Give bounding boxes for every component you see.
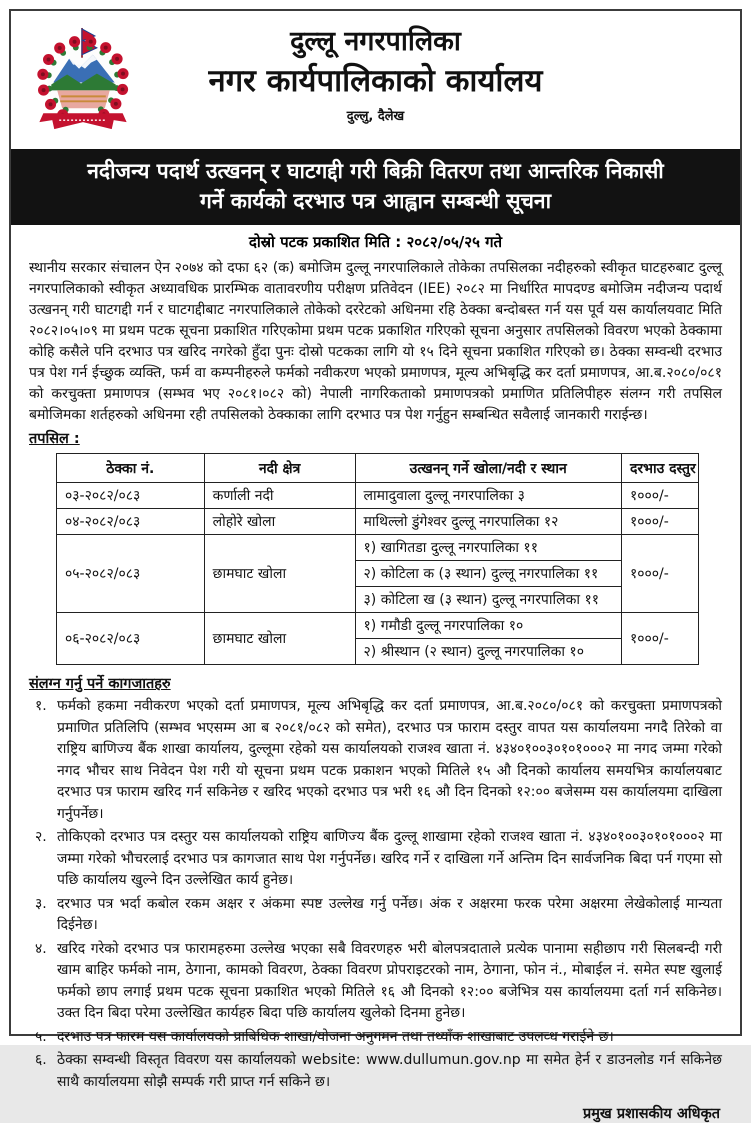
location-cell: लामादुवाला दुल्लू नगरपालिका ३ bbox=[355, 483, 621, 509]
list-item-number: ४. bbox=[35, 940, 47, 957]
list-item-text: खरिद गरेको दरभाउ पत्र फारामहरुमा उल्लेख भएका सबै विवरणहरु भरी बोलपत्रदाताले प्रत्येक पानामा सहीछाप गरी सिलबन्दी गरी खाम बाहिर फर्मको नाम, ठेगाना, कामको विवरण, ठेक्का विवरण प्रोपराइटरको नाम, ठेगाना, फोन नं., मोबाईल नं. समेत स्पष्ट खुलाई फर्मको छाप लगाई प्रथम पटक सूचना प्रकाशित भएको मितिले १६ औ दिनको १२:०० बजेभित्र यस कार्यालयमा दर्ता गर्न सकिनेछ। उक्त दिन बिदा परेमा उल्लेखित कार्यहरु बिदा पछि कार्यालय खुलेको दिनमा हुनेछ। bbox=[57, 940, 722, 1021]
documents-list bbox=[11, 695, 740, 1093]
location-cell: माथिल्लो डुंगेश्वर दुल्लू नगरपालिका १२ bbox=[355, 509, 621, 535]
document-list-item bbox=[35, 696, 722, 825]
contract-no-cell: ०३-२०८२/०८३ bbox=[57, 483, 205, 509]
document-list-item bbox=[35, 1050, 722, 1093]
list-item-text: दरभाउ पत्र फारम यस कार्यालयको प्राबिधिक शाखा/योजना अनुगमन तथा तथ्याँक शाखाबाट उपलव्ध गराईने छ। bbox=[57, 1028, 614, 1045]
list-item-text: फर्मको हकमा नवीकरण भएको दर्ता प्रमाणपत्र, मूल्य अभिबृद्धि कर दर्ता प्रमाणपत्र, आ.ब.२०८०/०८१ को करचुक्ता प्रमाणपत्रको प्रमाणित प्रतिलिपि (सम्भव भएसम्म आ ब २०८१/०८२ को समेत), दरभाउ पत्र फाराम दस्तुर वापत यस कार्यालयमा नगदै तिरेको वा राष्ट्रिय बाणिज्य बैंक शाखा कार्यालय, दुल्लूमा रहेको यस कार्यालयको राजश्व खाता नं. ४३४०१००३०१०१०००२ मा नगद जम्मा गरेको नगद भौचर साथ निवेदन पेश गरी यो सूचना प्रथम पटक प्रकाशन भएको मितिले १५ औ दिनको कार्यालय समयभित्र कार्यालयबाट दरभाउ पत्र फाराम खरिद गर्न सकिनेछ र खरिद भएको दरभाउ पत्र भरी १६ औ दिन दिनको १२:०० बजेसम्म यस कार्यालयमा दाखिला गर्नुपर्नेछ। bbox=[57, 698, 722, 822]
table-row bbox=[57, 613, 699, 639]
contracts-table bbox=[56, 453, 699, 665]
document-list-item bbox=[35, 1027, 722, 1049]
list-item-number: १. bbox=[35, 698, 47, 714]
tapasil-label: तपसिल : bbox=[29, 431, 80, 447]
location-cell: २) श्रीस्थान (२ स्थान) दुल्लू नगरपालिका १० bbox=[355, 639, 621, 665]
contract-no-cell: ०४-२०८२/०८३ bbox=[57, 509, 205, 535]
document-list-item bbox=[35, 939, 722, 1025]
notice-title-line2: गर्ने कार्यको दरभाउ पत्र आह्वान सम्बन्धी सूचना bbox=[199, 189, 552, 213]
signature-title: प्रमुख प्रशासकीय अधिकृत bbox=[583, 1106, 720, 1122]
river-area-cell: छामघाट खोला bbox=[204, 613, 355, 665]
fee-cell: १०००/- bbox=[621, 535, 698, 613]
river-area-cell: कर्णाली नदी bbox=[204, 483, 355, 509]
fee-cell: १०००/- bbox=[621, 509, 698, 535]
notice-title-banner bbox=[11, 149, 740, 225]
notice-title-line1: नदीजन्य पदार्थ उत्खनन् र घाटगद्दी गरी बिक्री वितरण तथा आन्तरिक निकासी bbox=[87, 159, 664, 183]
list-item-number: ३. bbox=[35, 895, 47, 912]
table-row bbox=[57, 483, 699, 509]
river-area-cell: लोहोरे खोला bbox=[204, 509, 355, 535]
contract-no-cell: ०५-२०८२/०८३ bbox=[57, 535, 205, 613]
nepal-government-emblem-icon bbox=[33, 25, 133, 137]
list-item-number: ६. bbox=[35, 1052, 47, 1068]
publication-date: दोस्रो पटक प्रकाशित मिति : २०८२/०५/२५ गते bbox=[248, 233, 503, 251]
letterhead bbox=[11, 11, 740, 139]
list-item-text: दरभाउ पत्र भर्दा कबोल रकम अक्षर र अंकमा स्पष्ट उल्लेख गर्नु पर्नेछ। अंक र अक्षरमा फरक परेमा अक्षरमा लेखेकोलाई मान्यता दिईनेछ। bbox=[57, 895, 722, 933]
header-bid-fee: दरभाउ दस्तुर bbox=[621, 454, 698, 483]
header-river-area: नदी क्षेत्र bbox=[204, 454, 355, 483]
fee-cell: १०००/- bbox=[621, 613, 698, 665]
location-cell: ३) कोटिला ख (३ स्थान) दुल्लू नगरपालिका ११ bbox=[355, 587, 621, 613]
location-cell: १) गमौडी दुल्लू नगरपालिका १० bbox=[355, 613, 621, 639]
document-frame bbox=[9, 9, 742, 1122]
office-address: दुल्लु, दैलेख bbox=[346, 109, 405, 125]
document-list-item bbox=[35, 894, 722, 937]
intro-paragraph: स्थानीय सरकार संचालन ऐन २०७४ को दफा ६२ (क) बमोजिम दुल्लू नगरपालिकाले तोकेका तपसिलका नदीहरुको स्वीकृत घाटहरुबाट दुल्लू नगरपालिकाको स्वीकृत अध्यावधिक प्रारम्भिक वातावरणीय परीक्षण प्रतिवेदन (IEE) २०८२ मा निर्धारित मापदण्ड बमोजिम नदीजन्य पदार्थ उत्खनन् गरी घाटगद्दी गर्न र घाटगद्दीबाट नगरपालिकाले तोकेको दररेटको अधिनमा रहि ठेक्का बन्दोबस्त गर्न यस पूर्व यस कार्यालयवाट मिति २०८२।०५।०९ मा प्रथम पटक सूचना प्रकाशित गरिएकोमा प्रथम पटक प्रकाशित गरिएको सूचना अनुसार तपसिलको विवरण भएको ठेक्कामा कोहि कसैले पनि दरभाउ पत्र खरिद नगरेको हुँदा पुनः दोस्रो पटकका लागि यो १५ दिने सूचना प्रकाशित गरिएको छ। ठेक्का सम्वन्धी दरभाउ पत्र पेश गर्न ईच्छुक व्यक्ति, फर्म वा कम्पनीहरुले फर्मको नवीकरण भएको प्रमाणपत्र, मूल्य अभिबृद्धि कर दर्ता प्रमाणपत्र, आ.ब.२०८०/०८१ को करचुक्ता प्रमाणपत्र (सम्भव भए २०८१।०८२ को) नेपाली नागरिकताको प्रमाणपत्रको प्रमाणित प्रतिलिपीहरु संलग्न गरी तपसिल बमोजिमका शर्तहरुको अधिनमा रही तपसिलको ठेक्काका लागि दरभाउ पत्र पेश गर्नुहुन सम्बन्धित सवैलाई जानकारी गराईन्छ। bbox=[29, 260, 722, 423]
river-area-cell: छामघाट खोला bbox=[204, 535, 355, 613]
list-item-text: ठेक्का सम्वन्धी विस्तृत विवरण यस कार्यालयको website: www.dullumun.gov.np मा समेत हेर्न र डाउनलोड गर्न सकिनेछ साथै कार्यालयमा सोझै सम्पर्क गरी प्राप्त गर्न सकिने छ। bbox=[57, 1052, 722, 1090]
list-item-number: २. bbox=[35, 829, 47, 845]
fee-cell: १०००/- bbox=[621, 483, 698, 509]
office-name: नगर कार्यपालिकाको कार्यालय bbox=[208, 62, 543, 99]
document-list-item bbox=[35, 827, 722, 892]
table-header-row bbox=[57, 454, 699, 483]
table-row bbox=[57, 509, 699, 535]
location-cell: २) कोटिला क (३ स्थान) दुल्लू नगरपालिका ११ bbox=[355, 561, 621, 587]
header-extraction-location: उत्खनन् गर्ने खोला/नदी र स्थान bbox=[355, 454, 621, 483]
location-cell: १) खागितडा दुल्लू नगरपालिका ११ bbox=[355, 535, 621, 561]
header-contract-no: ठेक्का नं. bbox=[57, 454, 205, 483]
table-row bbox=[57, 535, 699, 561]
contract-no-cell: ०६-२०८२/०८३ bbox=[57, 613, 205, 665]
documents-heading: संलग्न गर्नु पर्ने कागजातहरु bbox=[29, 676, 171, 692]
list-item-number: ५. bbox=[35, 1028, 47, 1045]
municipality-name: दुल्लू नगरपालिका bbox=[290, 26, 461, 57]
list-item-text: तोकिएको दरभाउ पत्र दस्तुर यस कार्यालयको राष्ट्रिय बाणिज्य बैंक दुल्लू शाखामा रहेको राजश्व खाता नं. ४३४०१००३०१०१०००२ मा जम्मा गरेको भौचरलाई दरभाउ पत्र कागजात साथ पेश गर्नुपर्नेछ। खरिद गर्ने र दाखिला गर्ने अन्तिम दिन सार्वजनिक बिदा पर्न गएमा सो पछि कार्यालय खुल्ने दिन उल्लेखित कार्य हुनेछ। bbox=[57, 829, 722, 888]
